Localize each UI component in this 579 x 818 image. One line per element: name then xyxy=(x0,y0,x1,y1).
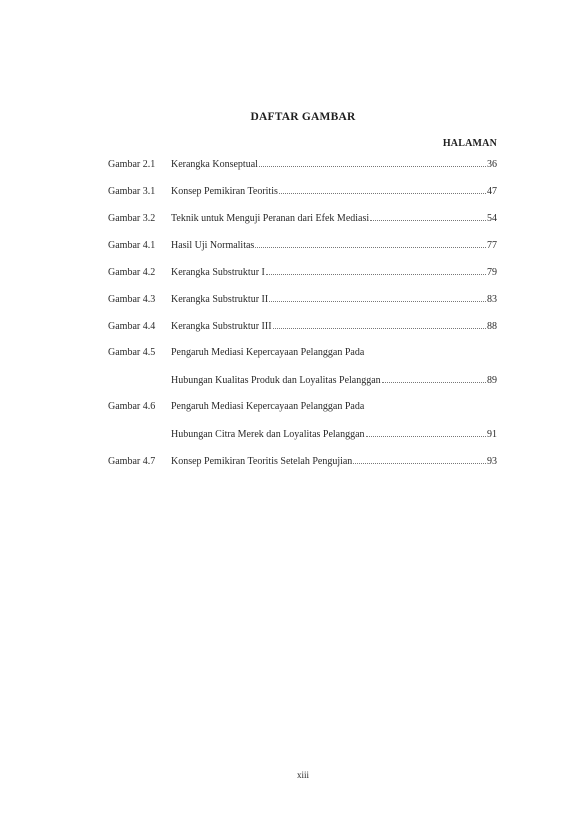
figure-page: 36 xyxy=(487,159,497,170)
figure-page: 79 xyxy=(487,267,497,278)
figure-title: Pengaruh Mediasi Kepercayaan Pelanggan Pada xyxy=(171,347,365,358)
figure-label: Gambar 4.5 xyxy=(108,347,156,358)
figure-title: Kerangka Substruktur III xyxy=(171,321,272,332)
figure-label: Gambar 4.2 xyxy=(108,267,156,278)
toc-entry[interactable] xyxy=(108,211,497,224)
dot-leader xyxy=(353,454,486,464)
toc-entry[interactable] xyxy=(108,238,497,251)
figure-title: Kerangka Substruktur II xyxy=(171,294,269,305)
figure-page: 83 xyxy=(487,294,497,305)
figure-label: Gambar 2.1 xyxy=(108,159,156,170)
figure-title: Kerangka Konseptual xyxy=(171,159,258,170)
figure-title: Teknik untuk Menguji Peranan dari Efek Mediasi xyxy=(171,213,370,224)
toc-entry[interactable] xyxy=(108,454,497,467)
dot-leader xyxy=(382,373,486,383)
figure-page: 93 xyxy=(487,456,497,467)
figure-title: Kerangka Substruktur I xyxy=(171,267,265,278)
dot-leader xyxy=(366,427,486,437)
toc-entry-continuation[interactable] xyxy=(108,427,497,440)
figure-label: Gambar 4.4 xyxy=(108,321,156,332)
page-title: DAFTAR GAMBAR xyxy=(250,111,356,123)
toc-entry[interactable] xyxy=(108,184,497,197)
dot-leader xyxy=(370,211,486,221)
toc-entry[interactable] xyxy=(108,319,497,332)
figure-label: Gambar 3.1 xyxy=(108,186,156,197)
figure-title: Hasil Uji Normalitas xyxy=(171,240,255,251)
figure-title: Konsep Pemikiran Teoritis xyxy=(171,186,278,197)
dot-leader xyxy=(259,157,486,167)
page-number: xiii xyxy=(296,770,309,780)
figure-label: Gambar 3.2 xyxy=(108,213,156,224)
figure-label: Gambar 4.1 xyxy=(108,240,156,251)
figure-label: Gambar 4.7 xyxy=(108,456,156,467)
figure-label: Gambar 4.6 xyxy=(108,401,156,412)
figure-title: Pengaruh Mediasi Kepercayaan Pelanggan Pada xyxy=(171,401,365,412)
dot-leader xyxy=(269,292,486,302)
toc-entry-continuation[interactable] xyxy=(108,373,497,386)
dot-leader xyxy=(279,184,486,194)
figure-page: 77 xyxy=(487,240,497,251)
figure-title-continued: Hubungan Kualitas Produk dan Loyalitas Pelanggan xyxy=(171,375,381,386)
figure-page: 47 xyxy=(487,186,497,197)
toc-entry[interactable] xyxy=(108,400,497,413)
dot-leader xyxy=(266,265,486,275)
dot-leader xyxy=(255,238,486,248)
toc-entry[interactable] xyxy=(108,157,497,170)
toc-entry[interactable] xyxy=(108,346,497,359)
toc-entry[interactable] xyxy=(108,292,497,305)
figure-page: 91 xyxy=(487,429,497,440)
figure-page: 88 xyxy=(487,321,497,332)
figure-page: 54 xyxy=(487,213,497,224)
figure-title-continued: Hubungan Citra Merek dan Loyalitas Pelanggan xyxy=(171,429,365,440)
column-header-halaman: HALAMAN xyxy=(442,138,497,149)
figure-label: Gambar 4.3 xyxy=(108,294,156,305)
dot-leader xyxy=(273,319,486,329)
toc-entry[interactable] xyxy=(108,265,497,278)
figure-title: Konsep Pemikiran Teoritis Setelah Pengujian xyxy=(171,456,353,467)
figure-page: 89 xyxy=(487,375,497,386)
